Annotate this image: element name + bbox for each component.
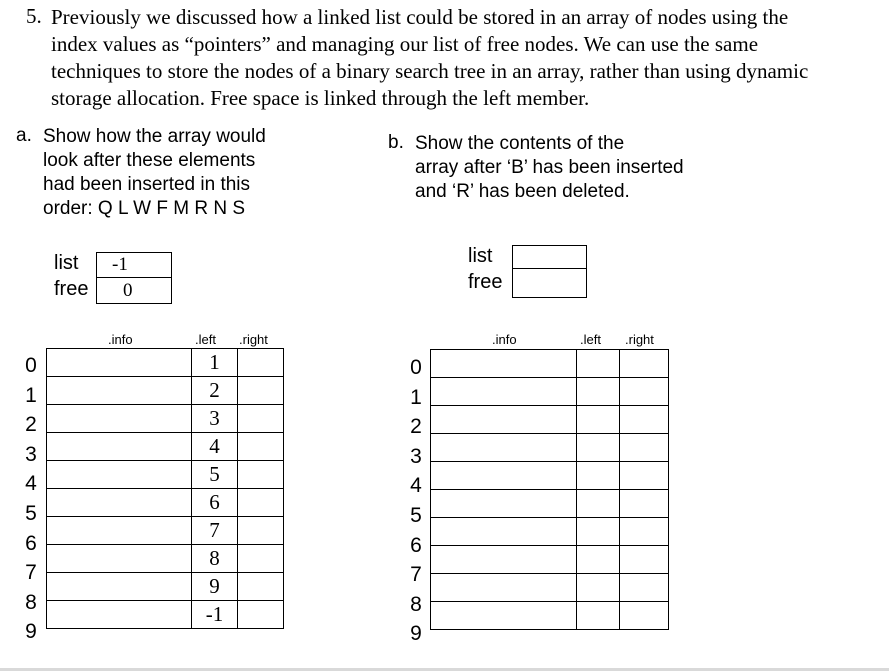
row-index: 4: [25, 472, 37, 496]
array-row: [47, 461, 284, 489]
cell-left[interactable]: 3: [192, 405, 238, 433]
row-index: 8: [410, 592, 422, 616]
cell-info[interactable]: [47, 489, 192, 517]
cell-info[interactable]: [431, 378, 577, 406]
cell-left[interactable]: [577, 602, 620, 630]
cell-info[interactable]: [47, 349, 192, 377]
row-index: 2: [25, 413, 37, 437]
array-row: [431, 602, 669, 630]
array-row: [431, 378, 669, 406]
cell-info[interactable]: [47, 377, 192, 405]
cell-right[interactable]: [238, 433, 284, 461]
row-index: 9: [25, 620, 37, 644]
array-row: [431, 546, 669, 574]
cell-right[interactable]: [238, 489, 284, 517]
cell-info[interactable]: [431, 434, 577, 462]
cell-right[interactable]: [620, 490, 669, 518]
cell-info[interactable]: [47, 461, 192, 489]
cell-info[interactable]: [431, 462, 577, 490]
array-row: [47, 545, 284, 573]
row-index: 6: [410, 533, 422, 557]
array-row: [47, 573, 284, 601]
part-a-node-array: [46, 348, 284, 629]
row-index: 9: [410, 622, 422, 646]
array-row: [47, 377, 284, 405]
part-a-list-box[interactable]: [96, 252, 172, 278]
array-row: [47, 517, 284, 545]
question-text: Previously we discussed how a linked list could be stored in an array of nodes using the index values as “pointers” and managing our list of free nodes. We can use the same techniques to store the nodes of a binary search tree in an array, rather than using dynamic storage allocation. Free space is linked through the left member.: [51, 5, 809, 110]
array-row: [431, 350, 669, 378]
cell-info[interactable]: [47, 405, 192, 433]
cell-left[interactable]: [577, 462, 620, 490]
part-a-header-info: .info: [108, 332, 133, 347]
cell-right[interactable]: [620, 546, 669, 574]
part-b-header-right: .right: [625, 332, 654, 347]
cell-right[interactable]: [620, 378, 669, 406]
row-index: 3: [410, 444, 422, 468]
cell-left[interactable]: 7: [192, 517, 238, 545]
array-row: [47, 405, 284, 433]
cell-left[interactable]: [577, 518, 620, 546]
cell-right[interactable]: [238, 349, 284, 377]
part-b-list-box[interactable]: [512, 245, 587, 269]
part-a-letter: a.: [16, 125, 32, 146]
cell-info[interactable]: [431, 518, 577, 546]
cell-right[interactable]: [620, 350, 669, 378]
cell-right[interactable]: [620, 574, 669, 602]
part-a-header-left: .left: [195, 332, 216, 347]
row-index: 0: [410, 356, 422, 379]
part-a-free-value: 0: [123, 280, 133, 301]
part-b-header-info: .info: [492, 332, 517, 347]
cell-left[interactable]: [577, 406, 620, 434]
cell-right[interactable]: [238, 601, 284, 629]
cell-right[interactable]: [238, 573, 284, 601]
cell-right[interactable]: [620, 462, 669, 490]
cell-right[interactable]: [238, 405, 284, 433]
cell-right[interactable]: [620, 406, 669, 434]
cell-info[interactable]: [431, 406, 577, 434]
row-index: 5: [410, 504, 422, 527]
part-b-free-label: free: [468, 271, 503, 293]
row-index: 7: [410, 563, 422, 587]
cell-left[interactable]: [577, 490, 620, 518]
cell-info[interactable]: [47, 545, 192, 573]
row-index: 6: [25, 531, 37, 555]
part-b-list-label: list: [468, 245, 493, 267]
part-a-free-label: free: [54, 278, 89, 300]
array-row: [47, 489, 284, 517]
row-index: 0: [25, 354, 37, 377]
array-row: [47, 349, 284, 377]
row-index: 1: [25, 383, 37, 407]
part-a-free-box[interactable]: [96, 277, 172, 304]
cell-info[interactable]: [47, 517, 192, 545]
question-number: 5.: [26, 4, 42, 28]
part-b-header-left: .left: [580, 332, 601, 347]
cell-left[interactable]: 1: [192, 349, 238, 377]
cell-info[interactable]: [431, 546, 577, 574]
cell-left[interactable]: 8: [192, 545, 238, 573]
cell-left[interactable]: [577, 574, 620, 602]
cell-info[interactable]: [47, 433, 192, 461]
cell-left[interactable]: [577, 434, 620, 462]
cell-right[interactable]: [238, 461, 284, 489]
cell-left[interactable]: 4: [192, 433, 238, 461]
cell-info[interactable]: [431, 350, 577, 378]
cell-left[interactable]: -1: [192, 601, 238, 629]
array-row: [47, 433, 284, 461]
cell-left[interactable]: 6: [192, 489, 238, 517]
part-b-letter: b.: [388, 132, 404, 153]
cell-info[interactable]: [431, 574, 577, 602]
array-row: [431, 406, 669, 434]
array-row: [431, 462, 669, 490]
array-row: [431, 574, 669, 602]
cell-left[interactable]: 5: [192, 461, 238, 489]
row-index: 5: [25, 502, 37, 525]
cell-right[interactable]: [238, 377, 284, 405]
part-b-instructions: Show the contents of the array after ‘B’ has been inserted and ‘R’ has been deleted.: [415, 133, 684, 202]
cell-right[interactable]: [620, 602, 669, 630]
part-a-list-value: -1: [112, 254, 128, 275]
row-index: 8: [25, 590, 37, 614]
array-row: [431, 434, 669, 462]
row-index: 1: [410, 385, 422, 409]
cell-right[interactable]: [620, 518, 669, 546]
part-a-instructions: Show how the array would look after these elements had been inserted in this order: Q L W F M R N S: [43, 126, 266, 219]
cell-left[interactable]: 9: [192, 573, 238, 601]
array-row: [431, 518, 669, 546]
cell-info[interactable]: [431, 490, 577, 518]
array-row: [431, 490, 669, 518]
cell-right[interactable]: [238, 545, 284, 573]
cell-info[interactable]: [431, 602, 577, 630]
cell-right[interactable]: [620, 434, 669, 462]
row-index: 3: [25, 442, 37, 466]
row-index: 4: [410, 474, 422, 498]
part-a-header-right: .right: [239, 332, 268, 347]
cell-left[interactable]: 2: [192, 377, 238, 405]
cell-left[interactable]: [577, 546, 620, 574]
cell-left[interactable]: [577, 378, 620, 406]
cell-info[interactable]: [47, 601, 192, 629]
cell-right[interactable]: [238, 517, 284, 545]
cell-left[interactable]: [577, 350, 620, 378]
array-row: [47, 601, 284, 629]
row-index: 2: [410, 415, 422, 439]
part-b-node-array: [430, 349, 669, 630]
cell-info[interactable]: [47, 573, 192, 601]
row-index: 7: [25, 561, 37, 585]
part-b-free-box[interactable]: [512, 268, 587, 298]
part-a-list-label: list: [54, 252, 79, 274]
